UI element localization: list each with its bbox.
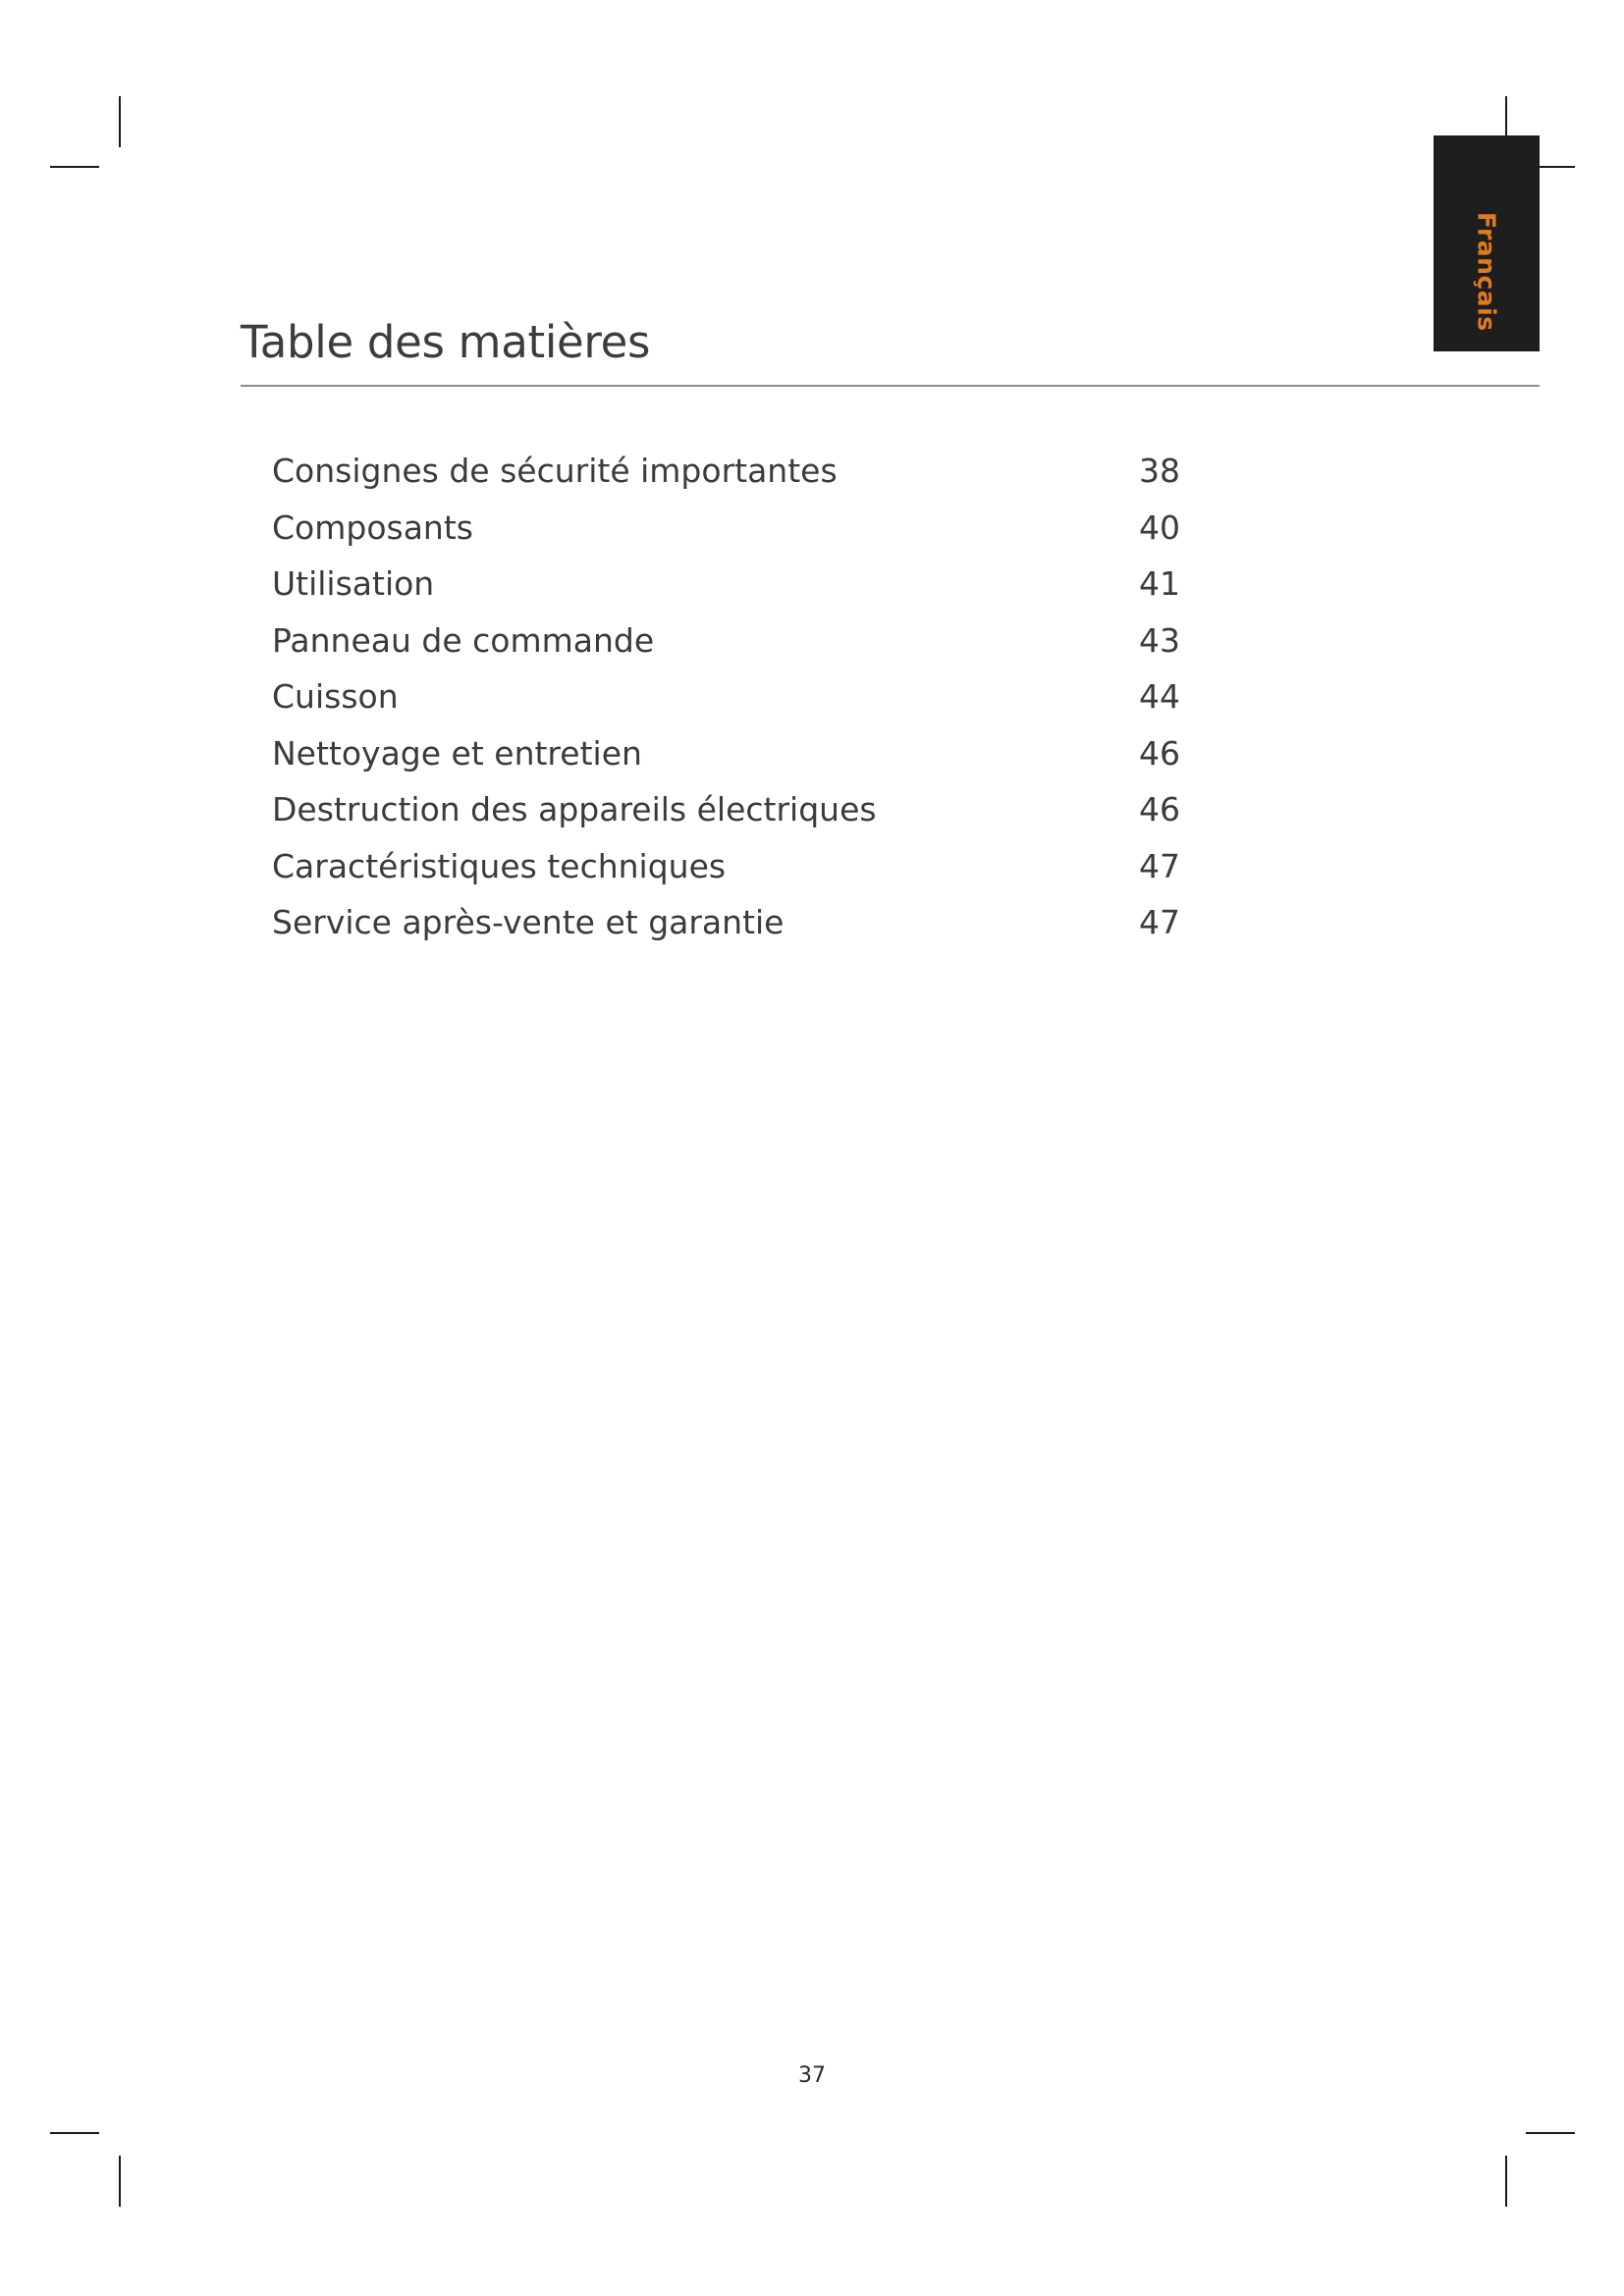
toc-entry-usage[interactable] — [272, 564, 1180, 621]
crop-mark-top-left-vertical — [119, 96, 121, 147]
toc-entry-page: 43 — [1139, 620, 1180, 660]
toc-entry-page: 47 — [1139, 846, 1180, 885]
toc-entry-label: Destruction des appareils électriques — [272, 790, 877, 828]
table-of-contents — [272, 452, 1180, 960]
toc-entry-disposal[interactable] — [272, 790, 1180, 847]
crop-mark-bottom-right-horizontal — [1526, 2132, 1575, 2134]
toc-entry-page: 46 — [1139, 790, 1180, 828]
toc-entry-page: 38 — [1139, 452, 1180, 490]
page-number: 37 — [798, 2063, 826, 2088]
toc-entry-label: Composants — [272, 507, 473, 547]
toc-entry-components[interactable] — [272, 508, 1180, 565]
toc-entry-label: Panneau de commande — [272, 620, 655, 660]
crop-mark-bottom-right-vertical — [1505, 2156, 1507, 2207]
toc-entry-page: 44 — [1139, 677, 1180, 716]
toc-entry-label: Caractéristiques techniques — [272, 846, 727, 885]
toc-entry-specifications[interactable] — [272, 847, 1180, 904]
toc-entry-page: 41 — [1139, 564, 1180, 603]
crop-mark-top-left-horizontal — [50, 166, 99, 168]
crop-mark-bottom-left-horizontal — [50, 2132, 99, 2134]
toc-entry-page: 47 — [1139, 903, 1180, 941]
toc-entry-control-panel[interactable] — [272, 621, 1180, 678]
toc-entry-safety[interactable] — [272, 452, 1180, 508]
toc-entry-label: Consignes de sécurité importantes — [272, 452, 838, 490]
toc-entry-label: Nettoyage et entretien — [272, 733, 642, 773]
toc-entry-cooking[interactable] — [272, 677, 1180, 734]
language-tab-label: Français — [1472, 212, 1501, 332]
toc-entry-page: 40 — [1139, 507, 1180, 547]
toc-entry-label: Utilisation — [272, 564, 435, 603]
page-title: Table des matières — [241, 316, 651, 368]
toc-entry-label: Service après-vente et garantie — [272, 903, 785, 941]
toc-entry-cleaning[interactable] — [272, 734, 1180, 791]
title-divider — [241, 385, 1540, 387]
toc-entry-service-warranty[interactable] — [272, 903, 1180, 960]
crop-mark-bottom-left-vertical — [119, 2156, 121, 2207]
toc-entry-label: Cuisson — [272, 677, 399, 716]
language-tab — [1434, 135, 1540, 351]
toc-entry-page: 46 — [1139, 733, 1180, 773]
